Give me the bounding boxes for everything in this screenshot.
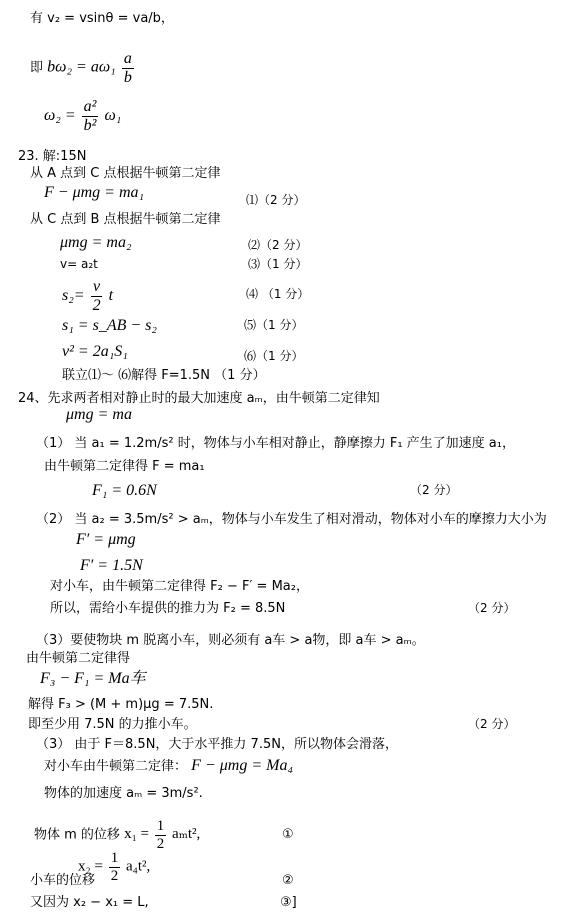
part-4-car-displacement-equation: x₂ = $\frac{1}{2}$ a₄t², [78,850,151,884]
part-2-condition: （2） 当 a₂ = 3.5m/s² > aₘ，物体与小车发生了相对滑动，物体对小车的摩擦力大小为 [36,512,547,527]
part-3-equation: F₃ − F₁ = Ma车 [40,670,146,687]
equation-6-score: ⑹（1 分） [244,349,304,363]
part-4-car-equation: F − μmg = Ma₄ [191,757,293,774]
question-24-equation: μmg = ma [66,406,132,423]
part-4-car-law: 对小车由牛顿第二定律： F − μmg = Ma₄ [44,757,293,774]
q23-step-a: 从 A 点到 C 点根据牛顿第二定律 [30,166,221,181]
equation-6: v² = 2a₁S₁ [62,343,128,360]
equation-lhs: bω₂ = aω₁ [47,58,116,76]
line-v2-relation: 有 v₂ = vsinθ = va/b， [30,11,174,26]
marker-1: ① [282,827,294,842]
omega2-equation: ω₂ = $\frac{\text{a²}}{\text{b²}}$ ω₁ [44,98,122,134]
fraction-a2-over-b2: $\frac{\text{a²}}{\text{b²}}$ [83,98,97,134]
equation-2-score: ⑵（2 分） [248,238,308,252]
part-2-equation-2: F′ = 1.5N [80,557,143,574]
fraction-v-over-2: $\frac{v}{2}$ [92,278,101,314]
part-4-length-relation: 又因为 x₂ − x₁ = L, [30,895,149,910]
part-4-acceleration: 物体的加速度 aₘ = 3m/s². [44,786,203,801]
marker-3: ③] [280,895,297,910]
question-23-heading: 23. 解:15N [18,149,87,164]
equation-5-score: ⑸（1 分） [244,318,304,332]
equation-4: s₂= $\frac{v}{2}$ t [62,278,114,314]
fraction-one-half-a: $\frac{1}{2}$ [156,818,165,852]
part-1-score: （2 分） [410,483,458,497]
equation-2: μmg = ma₂ [60,234,132,251]
equation-4-score: ⑷ （1 分） [246,287,310,301]
part-3-law: 由牛顿第二定律得 [26,651,131,666]
marker-2: ② [282,873,294,888]
fraction-one-half-b: $\frac{1}{2}$ [110,850,119,884]
part-3-solution: 解得 F₃ > (M + m)μg = 7.5N. [28,697,214,712]
equation-3-score: ⑶（1 分） [248,257,308,271]
part-1-equation: F₁ = 0.6N [92,482,157,499]
equation-5: s₁ = s_AB − s₂ [62,317,157,334]
part-1-law: 由牛顿第二定律得 F = ma₁ [44,459,205,474]
part-1-condition: （1） 当 a₁ = 1.2m/s² 时，物体与小车相对静止，静摩擦力 F₁ 产生了加速度 a₁， [36,436,515,451]
part-4-condition: （3） 由于 F＝8.5N，大于水平推力 7.5N，所以物体会滑落， [36,737,398,752]
part-2-car-law: 对小车，由牛顿第二定律得 F₂ − F′ = Ma₂， [50,579,309,594]
part-2-result: 所以，需给小车提供的推力为 F₂ = 8.5N [50,601,286,616]
fraction-a-over-b: $\frac{a}{b}$ [123,50,132,86]
part-3-condition: （3）要使物块 m 脱离小车，则必须有 a车 > a物，即 a车 > aₘ。 [36,633,425,648]
part-4-object-displacement: 物体 m 的位移 x₁ = $\frac{1}{2}$ aₘt², [34,818,201,852]
line-omega-relation [30,50,136,86]
part-3-conclusion: 即至少用 7.5N 的力推小车。 [28,717,197,732]
part-3-score: （2 分） [468,717,516,731]
equation-3: v= a₂t [60,257,98,271]
prefix-label: 即 [30,60,44,76]
equation-1-score: ⑴（2 分） [246,193,306,207]
q23-step-b: 从 C 点到 B 点根据牛顿第二定律 [30,212,221,227]
q23-conclusion: 联立⑴～ ⑹解得 F=1.5N （1 分） [62,368,266,383]
question-24-heading: 24、先求两者相对静止时的最大加速度 aₘ，由牛顿第二定律知 [18,391,380,406]
part-2-equation-1: F′ = μmg [76,531,136,548]
part-2-score: （2 分） [468,601,516,615]
equation-1: F − μmg = ma₁ [44,184,145,201]
part-4-car-displacement-label: 小车的位移 [30,873,96,888]
